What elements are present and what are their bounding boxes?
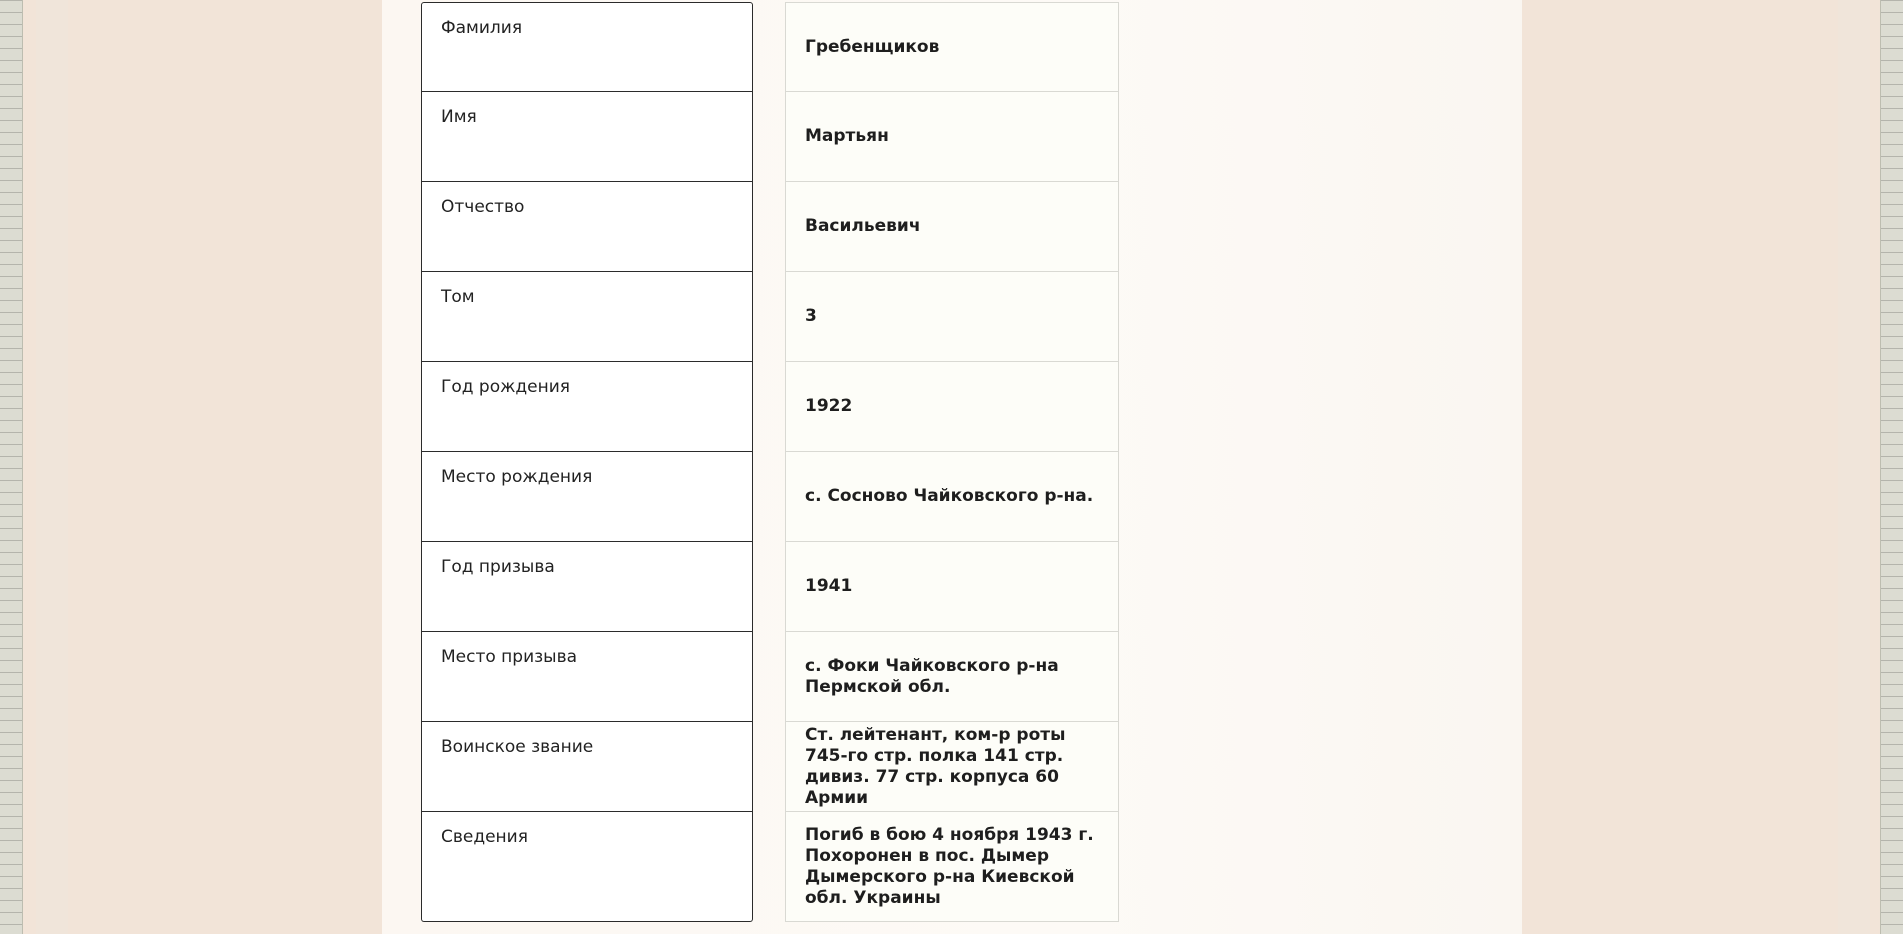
value-volume: 3 [785, 272, 1119, 362]
label-volume: Том [421, 272, 753, 362]
row-military-rank [421, 722, 1119, 812]
row-birth-year [421, 362, 1119, 452]
label-patronymic: Отчество [421, 182, 753, 272]
row-surname [421, 2, 1119, 92]
row-conscription-year [421, 542, 1119, 632]
row-birth-place [421, 452, 1119, 542]
left-margin-stripe [36, 0, 68, 934]
label-conscription-year: Год призыва [421, 542, 753, 632]
row-conscription-place [421, 632, 1119, 722]
left-scrollbar-ruler[interactable] [0, 0, 23, 934]
value-conscription-place: с. Фоки Чайковского р-на Пермской обл. [785, 632, 1119, 722]
value-conscription-year: 1941 [785, 542, 1119, 632]
right-scrollbar-ruler[interactable] [1880, 0, 1903, 934]
value-first-name: Мартьян [785, 92, 1119, 182]
value-birth-year: 1922 [785, 362, 1119, 452]
label-military-rank: Воинское звание [421, 722, 753, 812]
row-details [421, 812, 1119, 922]
label-birth-place: Место рождения [421, 452, 753, 542]
value-surname: Гребенщиков [785, 2, 1119, 92]
label-details: Сведения [421, 812, 753, 922]
label-birth-year: Год рождения [421, 362, 753, 452]
value-patronymic: Васильевич [785, 182, 1119, 272]
label-conscription-place: Место призыва [421, 632, 753, 722]
right-margin-stripe [1838, 0, 1870, 934]
value-military-rank: Ст. лейтенант, ком-р роты 745-го стр. полка 141 стр. дивиз. 77 стр. корпуса 60 Армии [785, 722, 1119, 812]
value-birth-place: с. Сосново Чайковского р-на. [785, 452, 1119, 542]
row-first-name [421, 92, 1119, 182]
value-details: Погиб в бою 4 ноября 1943 г. Похоронен в пос. Дымер Дымерского р-на Киевской обл. Украины [785, 812, 1119, 922]
row-patronymic [421, 182, 1119, 272]
label-surname: Фамилия [421, 2, 753, 92]
row-volume [421, 272, 1119, 362]
label-first-name: Имя [421, 92, 753, 182]
